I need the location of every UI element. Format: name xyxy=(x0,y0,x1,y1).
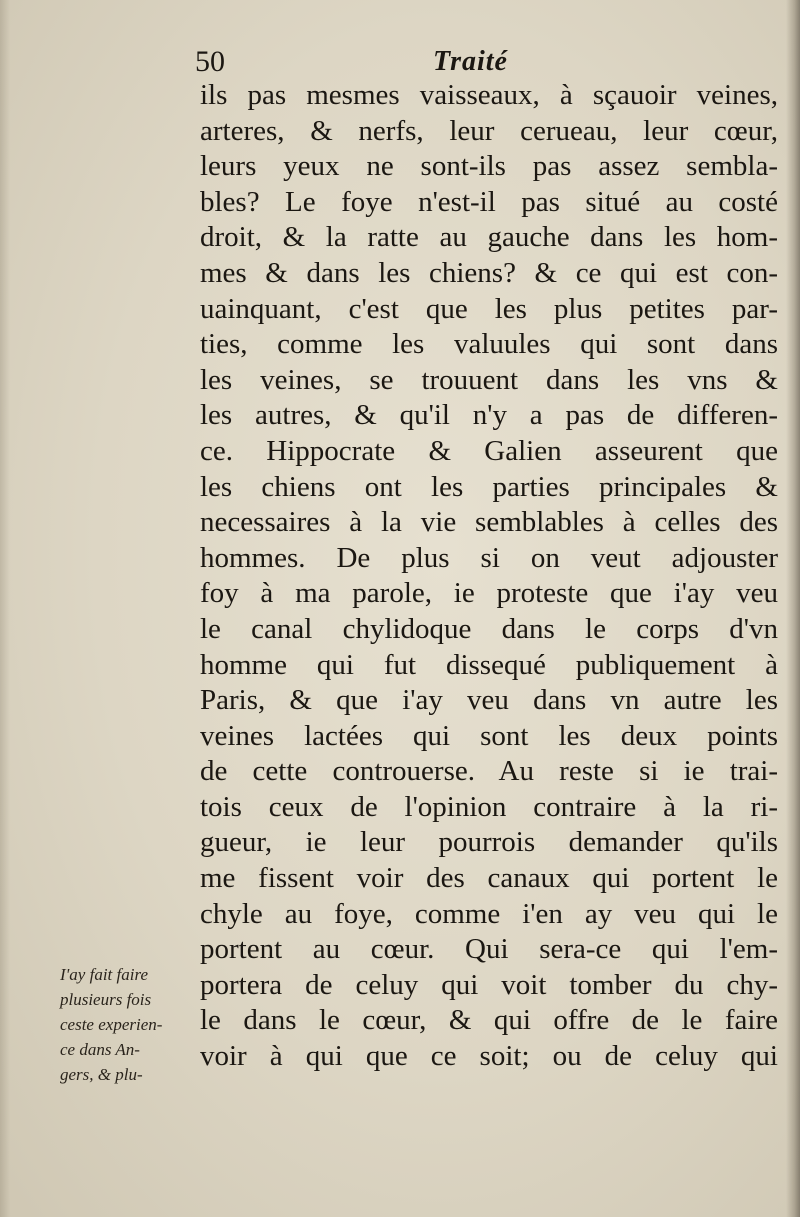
text-line: hommes. De plus si on veut adjouster xyxy=(200,541,778,574)
page-right-shadow xyxy=(786,0,800,1217)
text-line: veines lactées qui sont les deux points xyxy=(200,719,778,752)
margin-note-line: ceste experien- xyxy=(60,1015,163,1034)
text-line: bles? Le foye n'est-il pas situé au costé xyxy=(200,185,778,218)
margin-note-line: plusieurs fois xyxy=(60,990,152,1009)
margin-note-line: gers, & plu- xyxy=(60,1065,143,1084)
text-line: uainquant, c'est que les plus petites par- xyxy=(200,292,778,325)
text-line: le canal chylidoque dans le corps d'vn xyxy=(200,612,778,645)
text-line: mes & dans les chiens? & ce qui est con- xyxy=(200,256,778,289)
running-title: Traité xyxy=(433,46,508,77)
text-line: tois ceux de l'opinion contraire à la ri- xyxy=(200,790,778,823)
text-line: leurs yeux ne sont-ils pas assez sembla- xyxy=(200,150,778,183)
text-line: Paris, & que i'ay veu dans vn autre les xyxy=(200,684,778,717)
text-line: ties, comme les valuules qui sont dans xyxy=(200,328,778,361)
text-line: ils pas mesmes vaisseaux, à sçauoir veines, xyxy=(200,79,778,111)
text-line: homme qui fut dissequé publiquement à xyxy=(200,648,778,681)
text-line: les autres, & qu'il n'y a pas de differen- xyxy=(200,399,778,432)
page-left-shadow xyxy=(0,0,10,1217)
margin-note xyxy=(60,962,202,1087)
text-line: droit, & la ratte au gauche dans les hom- xyxy=(200,221,778,254)
text-line: me fissent voir des canaux qui portent le xyxy=(200,862,778,895)
text-line: les veines, se trouuent dans les vns & xyxy=(200,363,778,396)
page-number: 50 xyxy=(195,45,225,78)
margin-note-line: I'ay fait faire xyxy=(60,965,148,984)
text-line: ce. Hippocrate & Galien asseurent que xyxy=(200,434,778,467)
text-line: chyle au foye, comme i'en ay veu qui le xyxy=(200,897,778,930)
text-line: le dans le cœur, & qui offre de le faire xyxy=(200,1004,778,1037)
text-line: foy à ma parole, ie proteste que i'ay veu xyxy=(200,577,778,610)
text-line: arteres, & nerfs, leur cerueau, leur cœur, xyxy=(200,114,778,147)
text-line: necessaires à la vie semblables à celles des xyxy=(200,506,778,539)
text-line: portera de celuy qui voit tomber du chy- xyxy=(200,968,778,1001)
text-line: portent au cœur. Qui sera-ce qui l'em- xyxy=(200,933,778,966)
margin-note-line: ce dans An- xyxy=(60,1040,140,1059)
text-line: les chiens ont les parties principales & xyxy=(200,470,778,503)
body-text xyxy=(200,78,778,1075)
text-line: voir à qui que ce soit; ou de celuy qui xyxy=(200,1040,778,1073)
text-line: de cette controuerse. Au reste si ie trai- xyxy=(200,755,778,788)
text-line: gueur, ie leur pourrois demander qu'ils xyxy=(200,826,778,859)
